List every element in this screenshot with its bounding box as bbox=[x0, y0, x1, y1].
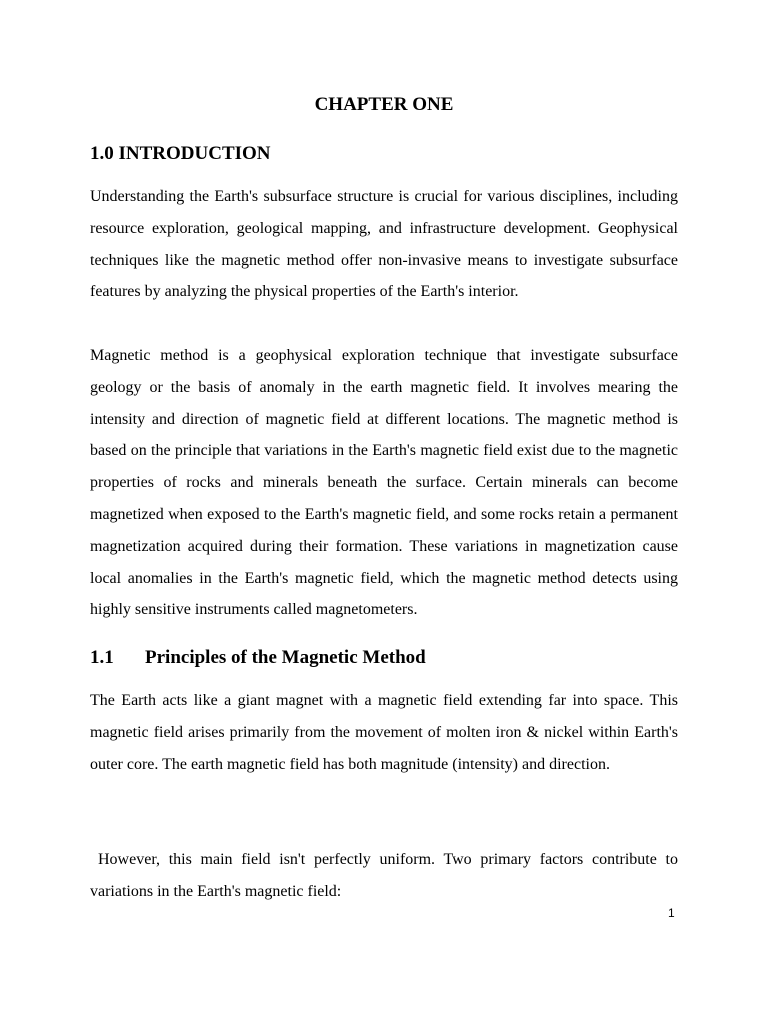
principles-paragraph-1: The Earth acts like a giant magnet with a magnetic field extending far into space. This magnetic field arises primarily from the movement of molten iron & nickel within Earth's outer core. The earth magnetic field has both magnitude (intensity) and direction. bbox=[90, 692, 678, 773]
section-heading-introduction: 1.0 INTRODUCTION bbox=[90, 143, 271, 164]
introduction-paragraph-1: Understanding the Earth's subsurface structure is crucial for various disciplines, including resource exploration, geological mapping, and infrastructure development. Geophysical techniques like the magnetic method offer non-invasive means to investigate subsurface features by analyzing the physical properties of the Earth's interior. bbox=[90, 188, 678, 301]
introduction-paragraph-2: Magnetic method is a geophysical exploration technique that investigate subsurface geology or the basis of anomaly in the earth magnetic field. It involves mearing the intensity and direction of magnetic field at different locations. The magnetic method is based on the principle that variations in the Earth's magnetic field exist due to the magnetic properties of rocks and minerals beneath the surface. Certain minerals can become magnetized when exposed to the Earth's magnetic field, and some rocks retain a permanent magnetization acquired during their formation. These variations in magnetization cause local anomalies in the Earth's magnetic field, which the magnetic method detects using highly sensitive instruments called magnetometers. bbox=[90, 347, 678, 619]
principles-paragraph-2: However, this main field isn't perfectly uniform. Two primary factors contribute to variations in the Earth's magnetic field: bbox=[90, 851, 678, 900]
section-number: 1.1 bbox=[90, 647, 114, 668]
chapter-title: CHAPTER ONE bbox=[314, 94, 454, 115]
section-heading-principles bbox=[90, 646, 426, 670]
section-title: Principles of the Magnetic Method bbox=[145, 647, 426, 668]
page-number: 1 bbox=[668, 906, 675, 920]
